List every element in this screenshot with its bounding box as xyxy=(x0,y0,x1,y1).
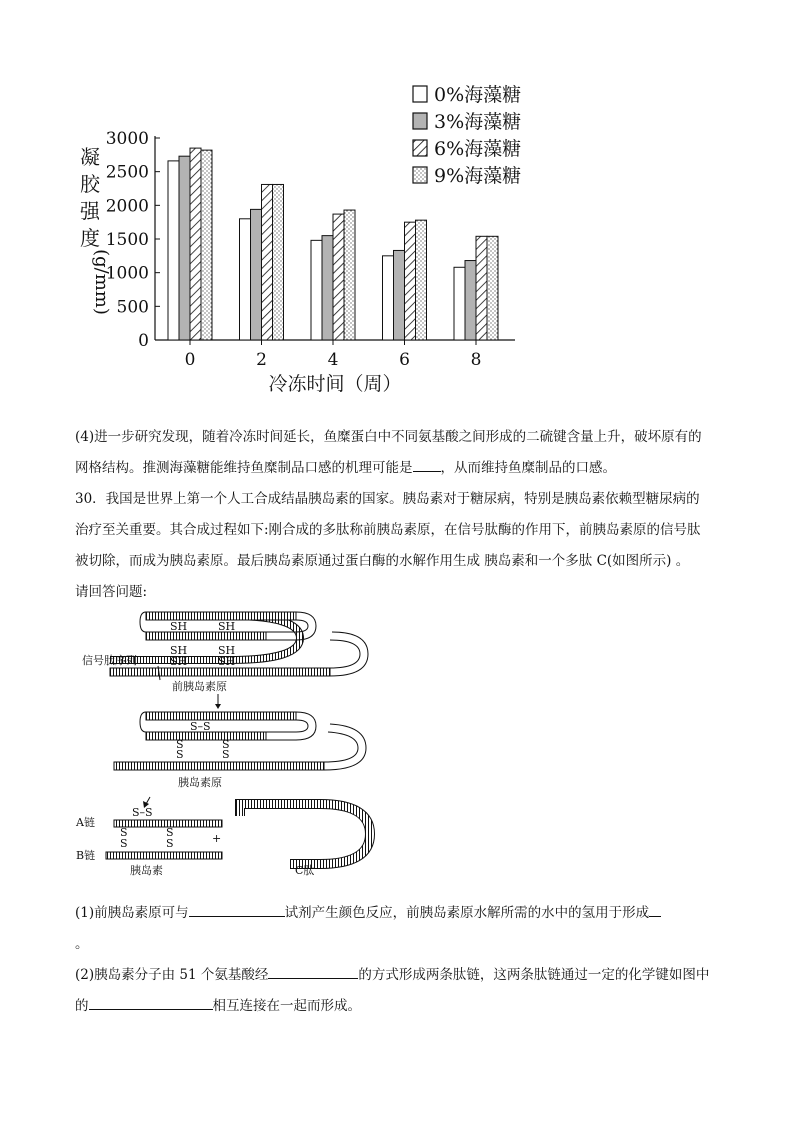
s-label: S xyxy=(222,738,230,751)
bar-6%海藻糖-0 xyxy=(190,148,201,340)
proinsulin-structure xyxy=(114,712,366,808)
bar-0%海藻糖-0 xyxy=(168,161,179,340)
q4-text-b: ，从而维持鱼糜制品的口感。 xyxy=(440,460,616,476)
b-chain-label: B链 xyxy=(76,849,96,862)
y-tick-label: 2000 xyxy=(105,196,149,217)
y-tick-label: 3000 xyxy=(105,129,149,149)
x-tick-label: 0 xyxy=(184,350,196,370)
q1-text-b: 试剂产生颜色反应，前胰岛素原水解所需的水中的氢用于形成 xyxy=(284,905,650,921)
bar-6%海藻糖-6 xyxy=(405,222,416,340)
legend-label: 3%海藻糖 xyxy=(434,111,522,133)
question-30 xyxy=(75,484,735,608)
y-axis-label-char: 强 xyxy=(80,199,100,223)
sub-question-2 xyxy=(75,960,735,1022)
y-tick-label: 1000 xyxy=(105,263,149,284)
preproinsulin-label: 前胰岛素原 xyxy=(172,680,227,693)
y-axis-label-char: 度 xyxy=(80,226,100,250)
y-tick-label: 1500 xyxy=(105,230,149,250)
q2-line-1 xyxy=(75,960,735,991)
insulin-label: 胰岛素 xyxy=(130,864,163,877)
a-chain-label: A链 xyxy=(76,816,95,829)
q30-line-4: 请回答问题: xyxy=(75,584,148,600)
bar-6%海藻糖-8 xyxy=(476,236,487,340)
bar-9%海藻糖-4 xyxy=(344,210,355,340)
sh-label: SH xyxy=(218,620,236,633)
q1-line-2: 。 xyxy=(75,936,89,952)
bar-0%海藻糖-2 xyxy=(240,219,251,340)
bar-9%海藻糖-8 xyxy=(487,236,498,340)
signal-peptide-label: 信号肽序列 xyxy=(82,654,137,667)
y-axis-label-char: 凝 xyxy=(80,145,100,169)
y-tick-label: 500 xyxy=(116,297,149,318)
s-label: S xyxy=(222,748,230,761)
q4-line-2 xyxy=(75,453,735,484)
q30-line-2: 治疗至关重要。其合成过程如下:刚合成的多肽称前胰岛素原，在信号肽酶的作用下，前胰岛素原的信号肽 xyxy=(75,522,701,538)
bar-6%海藻糖-2 xyxy=(262,184,273,340)
y-tick-label: 0 xyxy=(138,331,149,351)
q1-answer-blank-2[interactable] xyxy=(649,902,661,917)
x-axis-label: 冷冻时间（周） xyxy=(268,373,402,395)
bar-9%海藻糖-6 xyxy=(416,220,427,340)
y-tick-label: 2500 xyxy=(105,162,149,183)
insulin-structure xyxy=(75,806,222,877)
sh-label: SH xyxy=(170,655,188,668)
y-axis-label-char: 胶 xyxy=(80,172,100,196)
insulin-synthesis-diagram xyxy=(70,608,390,888)
s-label: S xyxy=(176,748,184,761)
sh-label: SH xyxy=(170,644,188,657)
bar-9%海藻糖-0 xyxy=(201,150,212,340)
q30-line-3: 被切除，而成为胰岛素原。最后胰岛素原通过蛋白酶的水解作用生成 胰岛素和一个多肽 C(如图所示) 。 xyxy=(75,553,690,569)
c-peptide-structure xyxy=(240,804,370,877)
chart-legend xyxy=(413,84,521,187)
sh-label: SH xyxy=(170,620,188,633)
disulfide-label: S–S xyxy=(190,720,211,733)
legend-label: 9%海藻糖 xyxy=(434,165,522,187)
q4-text-a: 网格结构。推测海藻糖能维持鱼糜制品口感的机理可能是 xyxy=(75,460,413,476)
q2-text-c: 的 xyxy=(75,998,89,1014)
q2-text-a: (2)胰岛素分子由 51 个氨基酸经 xyxy=(75,967,269,983)
bar-9%海藻糖-2 xyxy=(273,184,284,340)
bar-6%海藻糖-4 xyxy=(333,214,344,340)
question-4 xyxy=(75,422,735,484)
bar-3%海藻糖-6 xyxy=(394,250,405,340)
q1-answer-blank-1[interactable] xyxy=(189,902,285,917)
q2-answer-blank-2[interactable] xyxy=(89,995,213,1010)
y-axis-unit-label: (g/mm) xyxy=(91,249,112,315)
x-tick-label: 4 xyxy=(327,350,339,370)
legend-swatch xyxy=(413,167,427,183)
bar-3%海藻糖-2 xyxy=(251,209,262,340)
q1-text-a: (1)前胰岛素原可与 xyxy=(75,905,189,921)
bar-0%海藻糖-6 xyxy=(383,256,394,340)
legend-swatch xyxy=(413,86,427,102)
bar-3%海藻糖-8 xyxy=(465,261,476,340)
bar-3%海藻糖-0 xyxy=(179,156,190,340)
q30-line-1: 30．我国是世界上第一个人工合成结晶胰岛素的国家。胰岛素对于糖尿病，特别是胰岛素依赖型糖尿病的 xyxy=(75,491,700,507)
x-tick-label: 2 xyxy=(256,350,267,370)
plus-sign: + xyxy=(212,832,222,845)
s-label: S xyxy=(176,738,184,751)
q1-line-1 xyxy=(75,898,735,929)
s-label: S xyxy=(166,837,174,850)
q4-line-1: (4)进一步研究发现，随着冷冻时间延长，鱼糜蛋白中不同氨基酸之间形成的二硫键含量上升，破坏原有的 xyxy=(75,429,702,445)
bar-0%海藻糖-8 xyxy=(454,267,465,340)
preproinsulin-structure xyxy=(82,612,368,709)
x-tick-label: 6 xyxy=(399,350,410,370)
q2-text-d: 相互连接在一起而形成。 xyxy=(212,998,361,1014)
legend-label: 6%海藻糖 xyxy=(434,138,522,160)
sub-question-1 xyxy=(75,898,735,960)
s-label: S xyxy=(120,826,128,839)
legend-label: 0%海藻糖 xyxy=(434,84,522,106)
gel-strength-bar-chart xyxy=(0,80,560,400)
legend-swatch xyxy=(413,113,427,129)
sh-label: SH xyxy=(218,644,236,657)
q4-answer-blank[interactable] xyxy=(413,457,441,472)
legend-swatch xyxy=(413,140,427,156)
q2-answer-blank-1[interactable] xyxy=(268,964,358,979)
bar-3%海藻糖-4 xyxy=(322,236,333,340)
sh-label: SH xyxy=(218,655,236,668)
s-label: S xyxy=(120,837,128,850)
s-label: S xyxy=(166,826,174,839)
bar-0%海藻糖-4 xyxy=(311,240,322,340)
c-peptide-label: C肽 xyxy=(295,864,315,877)
q2-text-b: 的方式形成两条肽链，这两条肽链通过一定的化学键如图中 xyxy=(358,967,710,983)
q2-line-2 xyxy=(75,991,735,1022)
disulfide-label: S–S xyxy=(132,806,153,819)
x-tick-label: 8 xyxy=(470,350,482,370)
proinsulin-label: 胰岛素原 xyxy=(178,776,222,789)
